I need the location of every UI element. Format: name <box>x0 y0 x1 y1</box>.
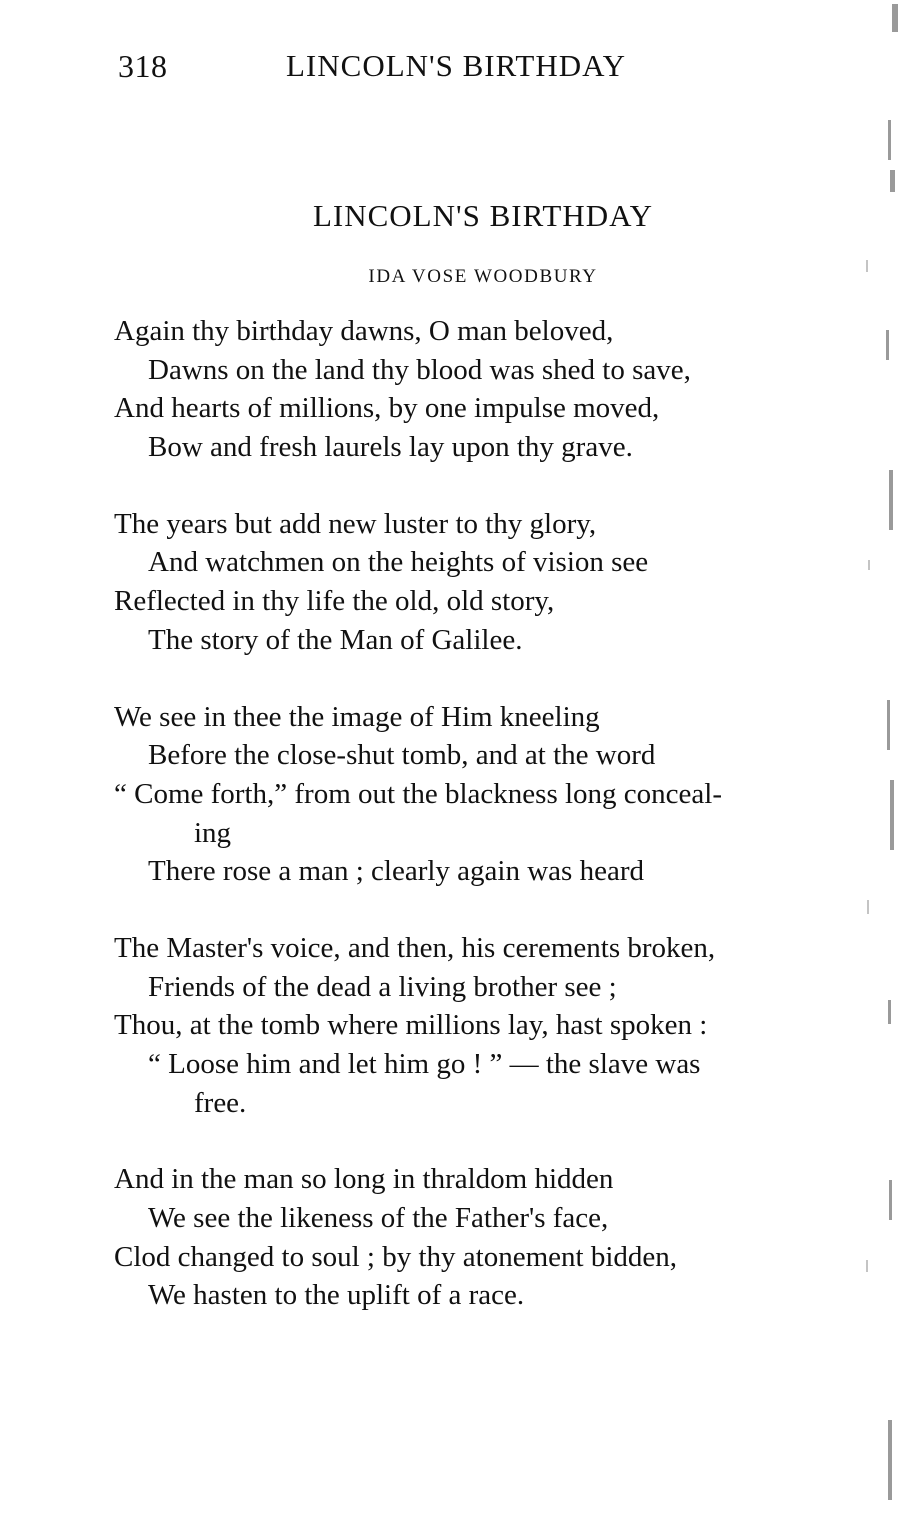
poem-line: “ Loose him and let him go ! ” — the slave was <box>148 1048 701 1080</box>
poem-line: Reflected in thy life the old, old story, <box>114 585 555 618</box>
stanza-2 <box>114 505 839 660</box>
poem-line: The Master's voice, and then, his cerements broken, <box>114 931 716 964</box>
poem-line: Clod changed to soul ; by thy atonement bidden, <box>114 1240 677 1273</box>
poem-line: ing <box>194 816 232 849</box>
stanza-4 <box>114 929 839 1122</box>
stanza-1 <box>114 312 839 467</box>
poem-line: And watchmen on the heights of vision see <box>148 546 649 579</box>
poem-body <box>114 312 839 1353</box>
poem-line: Dawns on the land thy blood was shed to save, <box>148 353 691 386</box>
poem-line: Friends of the dead a living brother see ; <box>148 970 617 1003</box>
page-number: 318 <box>118 48 168 84</box>
poem-line: Bow and fresh laurels lay upon thy grave. <box>148 431 633 464</box>
stanza-5 <box>114 1160 839 1315</box>
poem-line: And hearts of millions, by one impulse moved, <box>114 392 660 425</box>
poem-author: IDA VOSE WOODBURY <box>368 266 598 287</box>
poem-line: The story of the Man of Galilee. <box>148 623 523 656</box>
poem-line: We see the likeness of the Father's face, <box>148 1202 609 1235</box>
running-head <box>118 48 818 92</box>
poem-line: “ Come forth,” from out the blackness long conceal- <box>114 777 722 810</box>
poem-line: free. <box>194 1086 247 1119</box>
poem-line: Thou, at the tomb where millions lay, hast spoken : <box>114 1009 708 1042</box>
page-edge-scan-marks <box>864 0 900 1517</box>
poem-line: Again thy birthday dawns, O man beloved, <box>114 315 614 347</box>
poem-line: Before the close-shut tomb, and at the word <box>148 739 656 772</box>
running-title: LINCOLN'S BIRTHDAY <box>286 48 627 83</box>
poem-line: And in the man so long in thraldom hidden <box>114 1163 614 1196</box>
poem-title: LINCOLN'S BIRTHDAY <box>312 198 654 233</box>
stanza-3 <box>114 698 839 891</box>
poem-line: There rose a man ; clearly again was heard <box>148 855 644 888</box>
poem-line: The years but add new luster to thy glory, <box>114 507 597 540</box>
poem-line: We hasten to the uplift of a race. <box>148 1279 525 1312</box>
poem-line: We see in thee the image of Him kneeling <box>114 700 600 733</box>
